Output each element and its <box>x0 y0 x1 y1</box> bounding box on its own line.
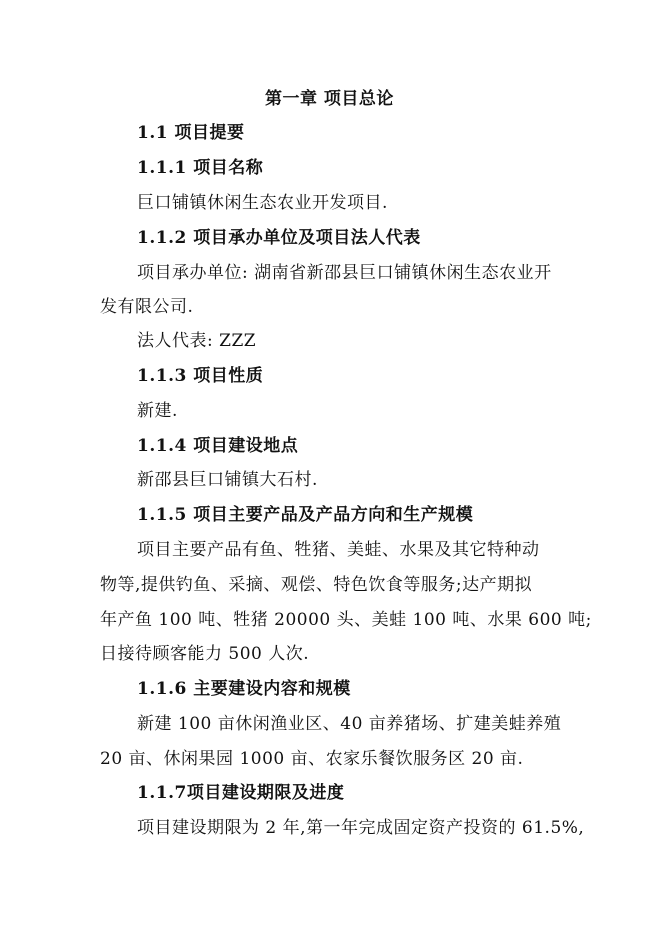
legal-rep-text: 法人代表: ZZZ <box>137 331 257 351</box>
section-heading-1-1: 1.1 项目提要 <box>137 123 245 143</box>
section-heading-1-1-3: 1.1.3 项目性质 <box>137 366 264 386</box>
section-heading-1-1-5: 1.1.5 项目主要产品及产品方向和生产规模 <box>137 505 474 525</box>
construction-text-line-1: 新建 100 亩休闲渔业区、40 亩养猪场、扩建美蛙养殖 <box>137 714 562 734</box>
section-heading-1-1-6: 1.1.6 主要建设内容和规模 <box>137 679 351 699</box>
sponsor-text-line-1: 项目承办单位: 湖南省新邵县巨口铺镇休闲生态农业开 <box>137 263 552 283</box>
products-text-line-4: 日接待顾客能力 500 人次. <box>100 644 310 664</box>
section-heading-1-1-1: 1.1.1 项目名称 <box>137 158 264 178</box>
chapter-title: 第一章 项目总论 <box>265 89 394 109</box>
location-text: 新邵县巨口铺镇大石村. <box>137 470 318 490</box>
products-text-line-3: 年产鱼 100 吨、牲猪 20000 头、美蛙 100 吨、水果 600 吨; <box>100 610 592 630</box>
section-heading-1-1-4: 1.1.4 项目建设地点 <box>137 436 299 456</box>
products-text-line-1: 项目主要产品有鱼、牲猪、美蛙、水果及其它特种动 <box>137 540 540 560</box>
nature-text: 新建. <box>137 401 178 421</box>
period-text-line-1: 项目建设期限为 2 年,第一年完成固定资产投资的 61.5%, <box>137 818 585 838</box>
section-heading-1-1-2: 1.1.2 项目承办单位及项目法人代表 <box>137 228 421 248</box>
construction-text-line-2: 20 亩、休闲果园 1000 亩、农家乐餐饮服务区 20 亩. <box>100 749 524 769</box>
products-text-line-2: 物等,提供钓鱼、采摘、观偿、特色饮食等服务;达产期拟 <box>100 575 533 595</box>
sponsor-text-line-2: 发有限公司. <box>100 297 194 317</box>
project-name-text: 巨口铺镇休闲生态农业开发项目. <box>137 193 388 213</box>
section-heading-1-1-7: 1.1.7项目建设期限及进度 <box>137 783 345 803</box>
